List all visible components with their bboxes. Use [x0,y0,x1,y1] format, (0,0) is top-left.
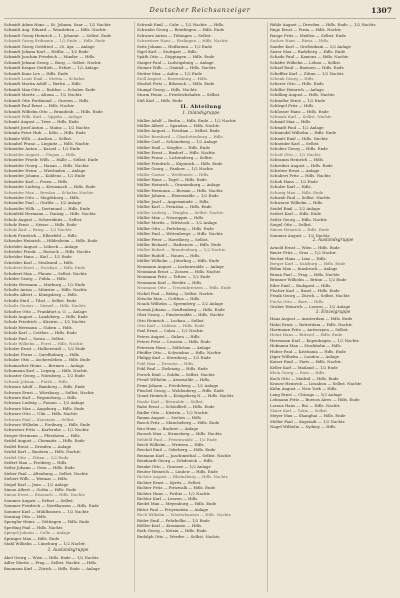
list-item: Klein Georg — Rom — Hdls. [270,370,326,376]
list-item: Schmidt Kunz Leo — Hdls. Ende [4,70,69,76]
list-item: Spiegel Johann — Celle — Anlage [4,530,71,536]
section-subheading: 1. Inlandsgruppe [182,111,220,117]
list-item: Sturm Heinr. — Friedrichshafen — Selbst. [137,92,221,98]
list-item: Steiner Wilh. — Gmünd — Hdls. Nachtr. [137,65,217,71]
list-item: Möller Paul — Kapstadt — 1/2 Nachtr. [270,418,346,424]
list-item: Reichel Emil — Oderberg — Hdls. Ende [137,447,216,453]
list-item: Schneider Max — Breslau — Schuhw. Nachtr. [4,189,94,195]
list-item: Huber Paul — Kristiania — Hdls. Ende [270,348,346,354]
list-item: Siegel Karl — Jena — 1/2 Anlage [4,481,69,487]
list-item: Schneider Heinr. — Wiesbaden — Anlage [4,167,86,173]
list-item: Schwarz Adolf — Bamberg — Hdls. Ende [4,384,85,390]
list-item: Petersen Hans — Züllichau — Anlage [137,344,211,350]
list-item: Reinke Otto — Gransee — 1/2 Anlage [137,463,211,469]
header-rule [4,18,396,19]
list-item: Hartmann Fritz — Antwerpen — Selbst. [270,326,349,332]
list-item: Müller Emil — Steglitz — Hdls. Ende [137,144,210,150]
list-item: Schultze Otto — Frankfurt a. O. — Anlage [4,308,87,314]
list-item: Schulze Ernst — Halberstadt — 1/2 Ende [4,346,86,352]
list-item: Schwab Emil — Calw — 1/2 Nachtr. — Hdls. [137,22,225,27]
list-item: Schmidt Wilhelm Otto — Brandenb. — Hdls. Ende [4,108,103,114]
list-item: Rößler Karl — Kremmen — Hdls. [137,523,203,529]
list-item: Siebert Wilh. — Weimar — Hdls. [4,476,69,482]
list-item: Schlegel Fritz — Hdls. [270,103,315,109]
list-item: Lorenz Hans — Rio — Hdls. Nachtr. [270,402,341,408]
list-item: Schneider Paul — Görlitz — 1/2 Anlage [4,200,82,206]
list-item: Otto Karl — Lübben — Hdls. Ende [137,323,205,329]
list-item: Fuchs Otto — Bern — Hdls. [270,298,325,304]
list-item: Seidel Ernst — Dresden — Anlage [4,443,72,449]
list-item: Prinz Johann — Friedeberg — 1/2 Anlage [137,382,219,388]
list-item: Eder Emil — Budapest — Hdls. [270,282,332,288]
list-item: Schnabel Franz — Liegnitz — Hdls. Nachtr. [4,140,90,146]
list-item: Schwabe Georg — Reutlingen — Hdls. Ende [137,27,225,33]
list-item: Süß Karl — Hdls. Ende [137,97,183,103]
list-item: Braun Paul — Prag — Hdls. Nachtr. [270,271,341,277]
list-item: Neumann Otto — Treuenbrietzen — Hdls. Ende [137,285,231,291]
list-item: Pohl Max — Drossen — Hdls. [137,360,195,366]
list-item: Jäger Wilhelm — London — Anlage [270,353,340,359]
list-item: Reuter Heinrich — Lindow — Hdls. Ende [137,469,218,474]
list-item: Schneider Otto — Magdeburg — Hdls. [4,195,80,200]
list-item: Schröder Karl — Stralsund — Hdls. [4,259,75,265]
list-item: Müller Peter — Havelberg — Selbst. [137,236,209,242]
list-item: Schulz Hermann — Guben — Hdls. [4,324,73,330]
list-item: Schröder Hans — Kiel — 1/2 Ende [4,254,72,260]
list-item: Schmitz Peter Hub. — Köln — Hdls. Ende [4,130,86,136]
list-item: Richter August — Rheinsberg — Hdls. Nachtr. [137,474,229,480]
list-item: Schiller Heinrich — Anlage [270,86,324,92]
list-item: Böhm Max — Innsbruck — Anlage [270,266,338,272]
list-item: Radke Otto — Küstrin — 1/2 Nachtr. [137,409,209,415]
list-item: Schenk Georg — Hdls. [270,76,315,82]
list-item: Reich Wilhelm — Wriezen — Hdls. [137,441,205,447]
list-item: Püschel Georg — Woldenberg — Hdls. Ende [137,387,224,393]
list-item: Reimann Karl — Joachimsthal — Selbst. Nachtr. [137,452,232,458]
list-item: Ruge Ernst — Pirna — Hdls. Nachtr. [270,27,342,33]
list-item: Obst Georg — Finsterwalde — Hdls. Nachtr. [137,312,225,318]
list-item: Schneider Ludwig — Kreuznach — Hdls. Ende [4,184,96,190]
list-item: Spengler Heinr. — Göttingen — Hdls. Ende [4,519,90,525]
list-item: Nitsche Max — Cottbus — Hdls. [137,296,201,301]
list-item: Hofmann Max — Stockholm — Hdls. [270,343,342,349]
list-item: Schmidt Martin Adolf — Berlin — Hdls. [4,81,82,87]
list-item: Springer Max — Hdls. Ende [4,535,60,541]
list-item: Schrader Heinrich — Hildesheim — Hdls. Ende [4,238,98,244]
list-item: Schmidt Moritz — Altona — 1/2 Nachtr. [4,92,83,98]
list-item: Siegel Otto — Selbst. [270,222,313,228]
list-item: Müller Wilhelm — Jüterbog — Hdls. Ende [137,258,220,264]
page-header [0,6,400,18]
list-item: Schmidt Joachim Friedrich — Minder. — Hdls. [4,54,96,60]
list-item: Richter Karl — Lenzen — Hdls. [137,496,199,502]
list-item: Scherer Otto — Hdls. Ende [270,81,324,87]
list-item: Schulz Paul — Sorau — Selbst. [4,335,65,341]
list-item: Röder Emil — Fehrbellin — 1/2 Ende [137,517,210,523]
list-item: Schneider Wilh. — Dortmund — Hdls. Ende [4,205,90,211]
list-item: Richter Fritz — Pritzwalk — Hdls. Ende [137,485,216,491]
list-item: Müller Otto — Perleberg — Hdls. Ende [137,225,214,231]
list-item: Roch Wilhelm — Wusterhausen — Hdls. Nachtr. [137,512,232,518]
list-item: Kühn August — New York — Hdls. [270,386,338,392]
list-item: Schmidt Johann Georg — Burg. — Selbst. Nachtr. [4,59,102,65]
list-item: Herrmann Karl — Kopenhagen — 1/2 Nachtr. [270,337,360,343]
list-item: Schmidt Adam Hans — St. Johann, Saar — 1/2 Nachtr. [4,22,112,27]
list-item: Nowak Johann — Senftenberg — Hdls. Ende [137,306,225,312]
list-item: Schuster Georg — Nürnberg — 1/2 Ende [4,373,85,379]
list-item: Schreiber August — Hdls. Ende [270,162,333,168]
list-item: Sommer Karl — Mühlhausen — 1/2 Nachtr. [4,508,90,514]
page-number: 1307 [371,6,392,15]
list-item: Schumann Karl — Leipzig — Hdls. Nachtr. [4,368,88,373]
list-item: Schwarz Anton — Tübingen — Selbst. [137,32,212,38]
list-item: Schwab Paul — Selbst. Nachtr. [270,195,331,200]
column-divider [134,22,135,592]
list-item: Paul Ernst — Calau — 1/2 Nachtr. [137,328,204,334]
list-item: Gruber Heinrich — Luzern — 1/2 Anlage [270,304,351,310]
list-item: Schmitt Emil — Hdls. Nachtr. [270,135,329,141]
list-item: Schmidt Georg Heinrich — 1. Johannt. — Selbst. Ende [4,32,112,38]
list-item: Raabe Karl — Bärwalde — Selbst. [137,398,204,404]
list-item: Müller Gustav — Weißensee — Hdls. [137,171,210,177]
list-item: Schwab Johann — Fürth — Hdls. [4,378,69,384]
list-item: Schulz Friedrich — Küstrin — 1/2 Nachtr. [4,319,87,325]
list-item: Rau Hans — Buckow — Anlage [137,425,199,431]
list-item: Rasch Fritz — Müncheberg — Hdls. Ende [137,420,220,426]
list-item: Schulz Karl — Cottbus — Hdls. Ende [4,330,77,336]
list-item: Frank Georg — Zürich — Selbst. Nachtr. [270,293,351,299]
list-item: Stumpf Georg — Hdls. Nachtr. [137,86,198,92]
list-item: Berger Karl — Salzburg — Hdls. Ende [270,260,346,266]
list-item: Schultz Gustav — Memel — Hdls. Nachtr. [4,303,87,309]
list-item: Rabe Ernst — Schönfließ — Hdls. Ende [137,404,215,410]
list-item: Schneider August — Glogau — Hdls. [4,151,77,157]
list-item: Pfeiffer Otto — Schwiebus — Hdls. Nachtr. [137,350,222,356]
list-item: Schulze Franz — Quedlinburg — Hdls. [4,351,81,357]
list-item: Stoll August — Ravensburg — Hdls. [137,76,208,82]
list-item: Lang Ernst — Chicago — 1/2 Anlage [270,391,342,397]
list-item: Quast Heinrich — Königsberg N. — Hdls. Nachtr. [137,393,235,399]
list-item: Müller Ludwig — Templin — Selbst. Nachtr. [137,209,224,215]
list-item: Keller Karl — Mailand — 1/2 Ende [270,364,338,370]
list-item: Schulz Wilhelm — Forst — Hdls. Nachtr. [4,340,84,346]
section-subheading: 3. Einzelgruppe [315,309,351,315]
list-item: Schweitzer Hans — Esslingen — Hdls. Nachtr. [137,38,229,44]
list-item: Schade Paul — Kamenz — Hdls. Nachtr. [270,54,349,60]
list-item: Schneider Georg — Hanau — Hdls. Nachtr. [4,162,90,168]
list-item: Schweizer Fritz — Karlsruhe — 1/2 Nachtr. [4,427,90,433]
list-item: Schott Friedrich — Elberfeld — Hdls. [4,232,78,238]
list-item: Schwarz Paul — Konstanz — Selbst. [4,416,75,422]
list-item: Müller Richard — Rathenow — Hdls. Ende [137,241,222,247]
list-item: Meyer Max — Shanghai — Hdls. Ende [270,413,346,419]
list-item: Schmidt Georg Erdmann — 1/2 Ende — Hdls. Ende [4,38,106,44]
list-item: Müller Heinrich — Oranienburg — Anlage [137,182,221,188]
page-title: Deutscher Reichsanzeiger [149,6,251,14]
list-item: Müller Bernhard — Charlottenburg — Hdls. [137,133,224,139]
list-item: Schmitt Josef Anton — Mainz — 1/2 Nachtr. [4,124,91,130]
column-divider [267,22,268,592]
list-item: Müller Albert — Spandau — Hdls. Nachtr. [137,123,220,128]
list-item: Seidel Otto — Zittau — 1/2 Ende [4,454,69,460]
list-item: Kaiser Emil — Paris — Hdls. Nachtr. [270,359,342,365]
list-item: Haas August — Amsterdam — Hdls. Ende [270,316,353,322]
list-item: Schott Otto — 1/2 Nachtr. [270,151,322,157]
list-item: Rudolph Otto — Werder — Selbst. Nachtr. [137,533,221,539]
list-item: Rausch Max — Strausberg — Hdls. Nachtr. [137,431,223,437]
list-item: Nagel Wilhelm — Sydney — Hdls. [270,424,337,430]
list-item: Simon Heinrich — Hdls. Ende [270,227,330,233]
list-item: Ramm August — Seelow — Hdls. [137,414,203,420]
list-item: Seiler Georg — Hdls. Nachtr. [270,216,328,222]
column-2 [137,22,265,592]
list-item: Rühle August — Dresden — Hdls. Ende — 1/2 Nachtr. [270,22,377,27]
list-item: Schwarze Wilhelm — Hdls. [270,200,324,206]
list-item: Schneider Karl — Posen — Hdls. [4,178,69,184]
list-item: Staiger Paul — Ludwigsburg — Anlage [137,59,214,65]
list-item: Schmidt Louis Emil — Stettin — Schuhw. [4,76,86,82]
list-item: Neumann Karl — Beelitz — Hdls. [137,279,203,285]
list-item: Schultz Emil — Tilsit — Selbst. Ende [4,297,77,303]
list-item: Simon Albert — Gotha — Hdls. Ende [4,486,77,492]
list-item: Seidel Emil — 1/2 Anlage [270,205,321,211]
list-item: Müller Franz — Lichtenberg — Selbst. [137,155,214,161]
list-item: Lehmann Fritz — Buenos Aires — Hdls. Ende [270,397,360,403]
list-item: Rehfeld Paul — Freienwalde — 1/2 Ende [137,436,217,442]
list-item: Seitz Johann — Heilbronn — 1/2 Ende [137,43,213,49]
list-item: Ritter Paul — Freyenstein — Anlage [137,506,209,512]
list-item: Nickel Paul — Belzig — Selbst. Nachtr. [137,290,214,296]
list-item: Porsch Emil — Soldin — Selbst. Nachtr. [137,371,216,377]
list-item: Krause Heinrich — Lissabon — Selbst. Nachtr. [270,381,362,386]
list-item: Sommer August — 1/2 Nachtr. [270,232,331,238]
list-item: Simon Ernst — Eisenach — Hdls. Nachtr. [4,492,86,498]
list-item: Schröder August — Lübeck — Anlage [4,243,79,249]
list-item: Otto Heinrich — Luckau — Selbst. [137,317,205,323]
list-item: Schulz August — Landsberg — Hdls. Ende [4,313,88,319]
list-item: Stahl Wilhelm — Lüneburg — 1/2 Nachtr. [4,541,86,546]
list-item: Schwarz Karl — Regensburg — Hdls. [4,395,78,401]
list-item: Strobel Fritz — Biberach — Hdls. Ende [137,81,215,87]
list-item: Pohl Paul — Zielenzig — Hdls. Ende [137,366,208,372]
list-item: Heinz Hans — Brüssel — Hdls. Ende [270,332,343,338]
list-item: Schmitt August — Trier — Hdls. Ende [4,119,79,125]
list-item: Seifert Max — Freiberg — Hdls. [4,459,68,465]
list-item: Sommer August — Erfurt — Selbst. [4,497,74,503]
list-item: Sander Karl — Großenhain — 1/2 Anlage [270,43,351,49]
list-item: Seidel August — Chemnitz — Hdls. Ende [4,438,85,444]
list-item: Müller Rudolf — Nauen — Hdls. [137,252,201,258]
list-item: Schulte Anton — Münster — Hdls. Nachtr. [4,286,88,292]
list-item: Peters August — Guben — Hdls. [137,333,201,339]
list-item: Schmidt Aug. Eduard — Wanzleben — Hdls. Nachtr. [4,27,107,33]
list-item: Müller Ernst — Rixdorf — Hdls. Nachtr. [137,150,216,156]
list-item: Müller Karl — Prenzlau — Hdls. Ende [137,204,212,210]
list-item: Arnold Ernst — Wien — Hdls. Ende [270,244,340,250]
list-item: Müller Hermann — Bernau — Hdls. Nachtr. [137,187,224,193]
list-item: Schwarz Max — Augsburg — Hdls. Ende [4,405,85,411]
list-item: Neumann Fritz — Teltow — 1/2 Ende [137,274,211,280]
list-item: Schneider Anton — Kassel — 1/2 Ende [4,146,81,152]
section-heading: II. Abteilung [180,104,222,111]
section-subheading: 2. Auslandsgruppe [312,238,354,244]
list-item: Schäfer Wilhelm — Löbau — Selbst. [270,59,342,65]
column-3 [270,22,396,592]
list-item: Abel Georg — Wien — Hdls. Ende — 1/2 Nachtr. [4,554,100,560]
section-subheading: 2. Auslandsgruppe [47,548,89,554]
list-item: Runge Fritz — Meißen — Selbst. Ende [270,32,346,38]
list-item: Neumann Ernst — Zossen — Hdls. Nachtr. [137,268,222,274]
list-item: Hahn Ernst — Rotterdam — Hdls. Nachtr. [270,321,353,327]
list-item: Schmitz Wilh. — Aachen — Selbst. [4,135,73,141]
list-item: Müller Paul — Wittenberge — Hdls. Nachtr. [137,231,224,237]
list-item: Müller Moritz — Wittstock — 1/2 Anlage [137,220,218,226]
list-item: Sieber Paul — Altenburg — Selbst. Nachtr. [4,470,89,476]
list-item: Schröter Ernst — Anlage [270,167,320,173]
list-item: Schmiedel Wilhelm — Hdls. Ende [270,130,337,136]
list-item: Koch Otto — Madrid — Hdls. Ende [270,375,339,381]
list-item: Schultz Albert — Königsberg — Hdls. [4,292,78,298]
list-item: Preuß Wilhelm — Arnswalde — Hdls. [137,377,211,383]
list-item: Schmidt Otto Ferdinand — Gnesen — Hdls. [4,97,90,103]
list-item: Schmidt Georg Gottfried — 20. Apr. — Anlage [4,43,95,49]
list-item: Schmid Max — Hdls. [270,119,312,125]
list-item: Schmidt Max Otto — Ratibor — Schuhw. Ende [4,86,96,92]
list-item: Schütz Hermann — Marburg — 1/2 Ende [4,281,86,287]
list-item: Sachse Hans — Riesa — Hdls. [270,38,330,44]
list-item: Maier Karl — Tokio — Selbst. [270,408,329,414]
list-item: Müller Adolf — Berlin — Hdls. Ende — 1/2 Nachtr. [137,117,237,123]
list-item: Schmidt Johann Karl — Heilbr. — 1/2 Ende [4,49,89,55]
list-item: Seeger Hermann — Pforzheim — Hdls. [4,432,81,438]
list-item: Müller Johann — Eberswalde — 1/2 Ende [137,193,219,199]
list-item: Sperling Paul — Hdls. Nachtr. [4,524,64,530]
list-item: Schüler Georg — Fulda — Hdls. [4,276,67,282]
list-item: Schneider Karl — Selbst. [270,140,320,146]
list-item: Schramm Heinrich — Hdls. [270,157,325,163]
list-item: Stetter Max — Aalen — 1/2 Ende [137,70,203,76]
list-item: Richter Hans — Putlitz — 1/2 Nachtr. [137,490,211,496]
list-item: Schwarz Ludwig — Passau — 1/2 Anlage [4,400,85,406]
list-item: Müller Carl — Schöneberg — 1/2 Anlage [137,139,218,145]
list-item: Brunner Wilhelm — Brünn — 1/2 Ende [270,277,347,283]
list-item: Schwarz Ernst — Würzburg — Selbst. Nachtr. [4,389,95,395]
list-item: Schubert Max — Plauen — Selbst. Nachtr. [4,270,88,276]
list-item: Schwarz Otto — Ulm — Hdls. Nachtr. [4,411,78,417]
list-item: Baumann Karl — Zürich — Hdls. Ende — Anlage [4,565,100,571]
list-item: Späth Otto — Göppingen — Hdls. Ende [137,54,215,60]
list-item: Sauer Max — Radeberg — Hdls. Ende [270,49,346,55]
list-item: Scholz Ernst — Neisse — Hdls. Ende [4,222,77,228]
list-item: Sommer Friedrich — Nordhausen — Hdls. Ende [4,503,99,509]
list-item: Schmidt Paul — 1/2 Anlage [270,124,324,130]
list-item: Schubert Fritz — Hdls. Nachtr. [270,173,332,179]
list-item: Schilling August — Hdls. Nachtr. [270,92,336,98]
list-item: Roth Georg — Ketzin — Hdls. Ende [137,528,207,534]
list-item: Müller Max — Neuruppin — Hdls. [137,214,205,220]
list-item: Müller Hans — Tegel — Hdls. Ende [137,177,207,183]
list-item: Seidel Karl — Bautzen — Hdls. Nachtr. [4,449,81,455]
list-item: Bauer Fritz — Graz — 1/2 Nachtr. [270,250,337,256]
list-item: Schumacher Heinr. — Bremen — Anlage [4,362,84,368]
list-item: Philipp Karl — Sternberg — 1/2 Ende [137,355,211,361]
list-item: Scharf Emil — Bautzen — Hdls. Ende [270,65,344,71]
list-item: Schmalz Karl — Selbst. Nachtr. [270,113,332,119]
list-item: Schmidt Paul Ernst — Hdls. Nachtr. [4,103,75,109]
list-item: Müller Friedrich — Köpenick — Hdls. Ende [137,160,223,166]
list-item: Noack Wilhelm — Spremberg — 1/2 Anlage [137,301,224,307]
list-item: Becker Hans — Linz — Hdls. [270,255,327,261]
list-item: Müller Josef — Angermünde — Hdls. [137,198,210,204]
list-item: Schlosser Hans — Hdls. Ende [270,108,329,114]
list-item: Peters Fritz — Crossen — Hdls. Ende [137,339,211,345]
list-item: Müller Georg — Pankow — 1/2 Nachtr. [137,166,214,172]
list-item: Schmidt Wilh. Karl — Oppeln — Anlage [4,113,82,119]
list-item: Seiler Johann — Gera — Hdls. Ende [4,465,75,471]
list-item: Müller Robert — Brandenburg — 1/2 Nachtr. [137,247,226,253]
list-item: Schubert Ernst — Zwickau — Hdls. Ende [4,265,86,271]
list-item: Schröder Friedr. — Rostock — Hdls. Nachtr. [4,249,92,255]
list-item: Scholz August — Schweidnitz — Selbst. [4,216,83,222]
list-item: Schindler Ernst — 1/2 Ende [270,97,326,103]
list-item: Sigel Karl — Stuttgart — Hdls. [137,49,198,55]
list-item: Schmidt Kaspar Gottlieb — Erfurt — 1/2 Anlage [4,65,99,71]
list-item: Scholz Karl — Brieg — 1/2 Nachtr. [4,227,73,233]
column-1 [4,22,132,592]
list-item: Schuh Hans — 1/2 Ende [270,178,318,184]
list-item: Schneider Johann — Koblenz — 1/2 Ende [4,173,86,179]
list-item: Reinhardt Georg — Zehdenick — Hdls. [137,458,214,464]
list-item: Schulze Otto — Aschersleben — Hdls. Ende [4,357,91,363]
list-item: Fischer Karl — Basel — Hdls. Ende [270,288,340,293]
list-item: Schurig Max — Hdls. Ende [270,189,324,195]
list-item: Schönfeld Hermann — Danzig — Hdls. Nachtr. [4,211,97,217]
list-item: Schneider Friedr. Wilh. — Halle — Selbst. Ende [4,157,99,163]
list-item: Scheffler Karl — Zittau — 1/2 Nachtr. [270,70,345,76]
list-item: Schober Georg — Hdls. Ende [270,146,328,152]
list-item: Riedel Max — Meyenburg — Hdls. Ende [137,501,217,507]
list-item: Müller August — Potsdam — Selbst. Ende [137,128,220,134]
list-item: Richter Ernst — Kyritz — Selbst. [137,479,202,485]
list-item: Neumann August — Luckenwalde — Anlage [137,263,224,269]
list-item: Schwarz Wilhelm — Freiburg — Hdls. Ende [4,422,91,428]
list-item: Seifert Karl — Hdls. Ende [270,211,322,217]
list-item: Schulze Karl — Hdls. [270,184,312,190]
list-item: Sonntag Otto — Hdls. [4,513,48,519]
list-item: Adler Moritz — Prag — Selbst. Nachtr. — Hdls. [4,560,98,566]
